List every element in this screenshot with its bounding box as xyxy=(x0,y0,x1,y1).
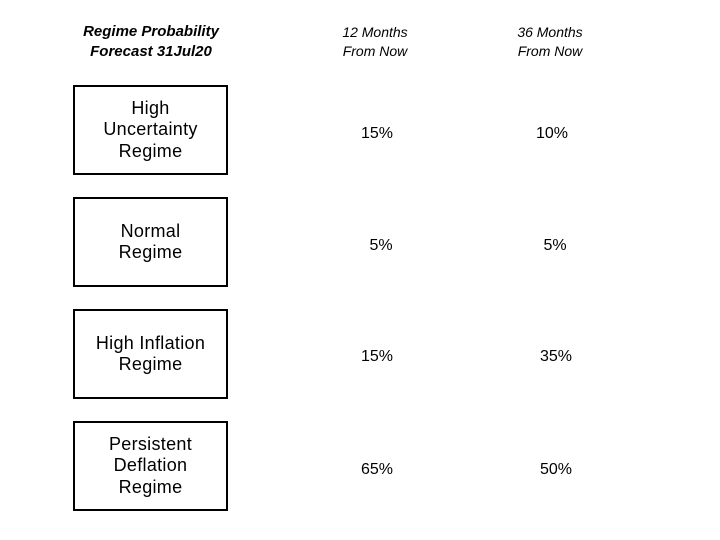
probability-12m-normal: 5% xyxy=(369,237,393,254)
regime-box-normal xyxy=(73,197,228,287)
regime-box-persistent-deflation xyxy=(73,421,228,511)
regime-label-line: Deflation xyxy=(113,455,188,476)
regime-label-line: Regime xyxy=(118,140,183,161)
column-header-36-line-1: 36 Months xyxy=(517,24,583,40)
probability-36m-high-uncertainty: 10% xyxy=(535,125,569,142)
regime-label-line: High xyxy=(131,97,170,118)
probability-12m-persistent-deflation: 65% xyxy=(360,461,394,478)
column-header-12-line-1: 12 Months xyxy=(342,24,408,40)
regime-label-line: Regime xyxy=(118,354,183,374)
regime-label xyxy=(96,333,205,376)
forecast-title-line-1: Regime Probability xyxy=(83,23,219,40)
regime-label-line: Uncertainty xyxy=(103,119,198,140)
regime-label-line: Regime xyxy=(118,242,183,262)
probability-36m-persistent-deflation: 50% xyxy=(539,461,573,478)
probability-12m-high-uncertainty: 15% xyxy=(360,125,394,142)
probability-36m-normal: 5% xyxy=(543,237,567,254)
regime-label-line: High Inflation xyxy=(95,332,206,353)
column-header-12-months xyxy=(315,23,435,61)
column-header-12-line-2: From Now xyxy=(342,43,408,59)
regime-label-line: Regime xyxy=(118,476,183,497)
regime-label xyxy=(103,98,197,163)
regime-label xyxy=(109,434,192,499)
forecast-title xyxy=(66,22,236,62)
forecast-title-line-2: Forecast 31Jul20 xyxy=(90,43,212,60)
regime-box-high-uncertainty xyxy=(73,85,228,175)
regime-label-line: Persistent xyxy=(108,433,193,454)
regime-label-line: Normal xyxy=(120,220,181,241)
column-header-36-line-2: From Now xyxy=(517,43,583,59)
regime-box-high-inflation xyxy=(73,309,228,399)
regime-label xyxy=(119,221,183,264)
probability-12m-high-inflation: 15% xyxy=(360,348,394,365)
probability-36m-high-inflation: 35% xyxy=(539,348,573,365)
column-header-36-months xyxy=(490,23,610,61)
